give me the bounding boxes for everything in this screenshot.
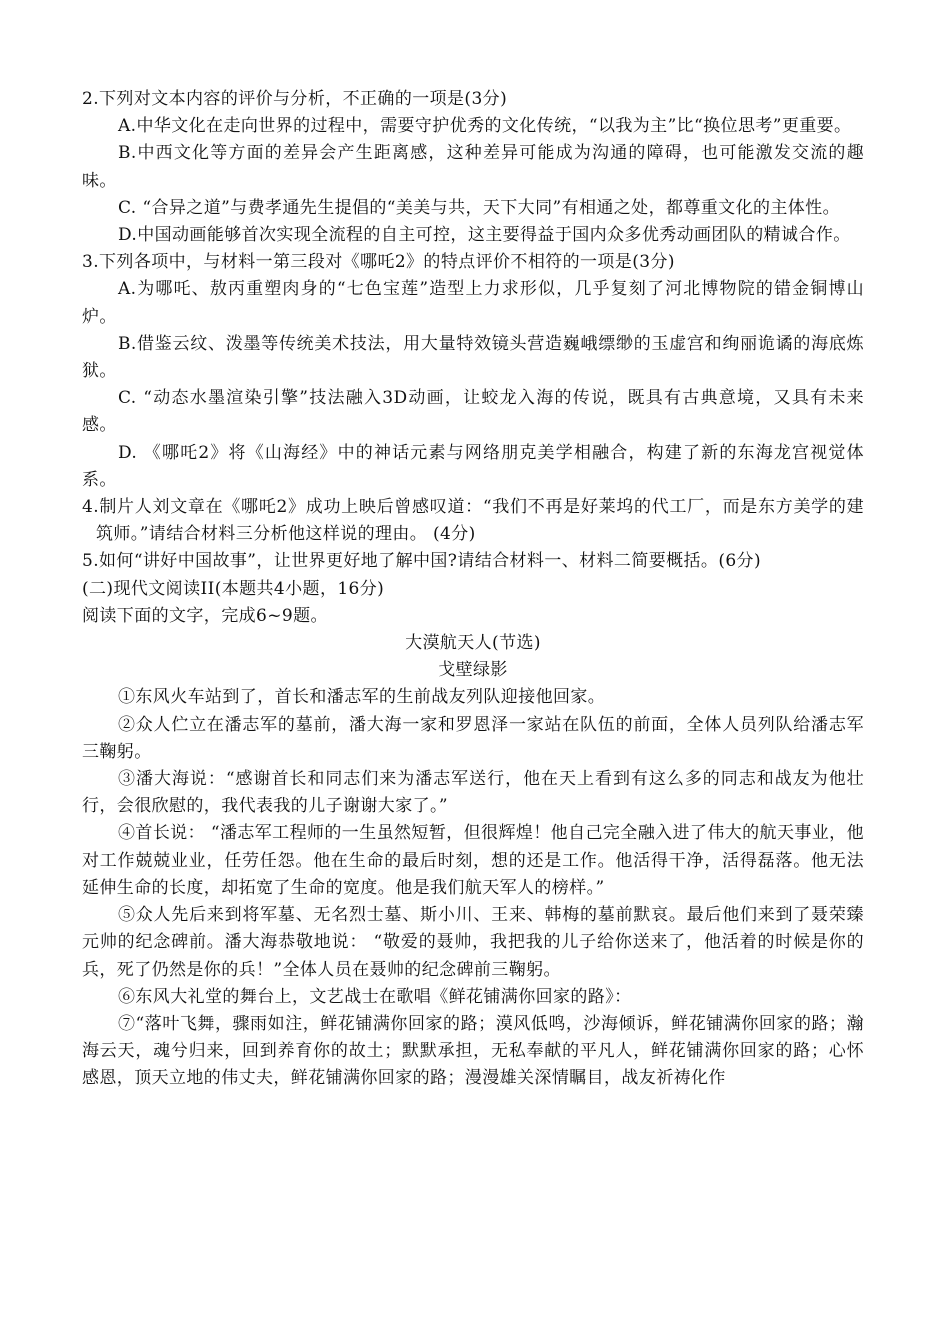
question-4: 4.制片人刘文章在《哪吒2》成功上映后曾感叹道：“我们不再是好莱坞的代工厂，而是东方美学的建筑师。”请结合材料三分析他这样说的理由。 (4分) [82, 497, 864, 545]
question-2-option-c: C. “合异之道”与费孝通先生提倡的“美美与共，天下大同”有相通之处，都尊重文化的主体性。 [118, 197, 840, 218]
question-3-option-a: A.为哪吒、敖丙重塑肉身的“七色宝莲”造型上力求形似，几乎复刻了河北博物院的错金铜博山炉。 [82, 279, 864, 327]
article-title: 大漠航天人(节选) [405, 633, 541, 654]
question-2-option-b: B.中西文化等方面的差异会产生距离感，这种差异可能成为沟通的障碍，也可能激发交流的趣味。 [82, 143, 864, 191]
article-paragraph-1: ①东风火车站到了，首长和潘志军的生前战友列队迎接他回家。 [118, 687, 606, 708]
article-author: 戈壁绿影 [438, 660, 508, 681]
question-2-option-a: A.中华文化在走向世界的过程中，需要守护优秀的文化传统，“以我为主”比“换位思考”更重要。 [118, 116, 852, 137]
article-paragraph-4: ④首长说： “潘志军工程师的一生虽然短暂，但很辉煌！他自己完全融入进了伟大的航天事业，他对工作兢兢业业，任劳任怨。他在生命的最后时刻，想的还是工作。他活得干净，活得磊落。他无法延伸生命的长度，却拓宽了生命的宽度。他是我们航天军人的榜样。” [82, 823, 864, 898]
question-3-stem: 3.下列各项中，与材料一第三段对《哪吒2》的特点评价不相符的一项是(3分) [82, 252, 675, 273]
question-3-option-b: B.借鉴云纹、泼墨等传统美术技法，用大量特效镜头营造巍峨缥缈的玉虚宫和绚丽诡谲的海底炼狱。 [82, 333, 864, 382]
section-heading: (二)现代文阅读II(本题共4小题，16分) [82, 578, 385, 599]
question-2-option-d: D.中国动画能够首次实现全流程的自主可控，这主要得益于国内众多优秀动画团队的精诚合作。 [118, 225, 851, 246]
article-paragraph-6: ⑥东风大礼堂的舞台上，文艺战士在歌唱《鲜花铺满你回家的路》： [118, 986, 632, 1007]
question-2-stem: 2.下列对文本内容的评价与分析，不正确的一项是(3分) [82, 89, 508, 109]
article-paragraph-7: ⑦“落叶飞舞，骤雨如注，鲜花铺满你回家的路；漠风低鸣，沙海倾诉，鲜花铺满你回家的路；瀚海云天，魂兮归来，回到养育你的故土；默默承担，无私奉献的平凡人，鲜花铺满你回家的路；心怀感恩，顶天立地的伟丈夫，鲜花铺满你回家的路；漫漫雄关深情瞩目，战友祈祷化作 [82, 1013, 864, 1089]
article-paragraph-5: ⑤众人先后来到将军墓、无名烈士墓、斯小川、王来、韩梅的墓前默哀。最后他们来到了聂荣臻元帅的纪念碑前。潘大海恭敬地说： “敬爱的聂帅，我把我的儿子给你送来了，他活着的时候是你的兵，死了仍然是你的兵！”全体人员在聂帅的纪念碑前三鞠躬。 [82, 905, 864, 980]
article-paragraph-3: ③潘大海说：“感谢首长和同志们来为潘志军送行，他在天上看到有这么多的同志和战友为他壮行，会很欣慰的，我代表我的儿子谢谢大家了。” [82, 769, 864, 817]
document-page [82, 86, 864, 1093]
question-5: 5.如何“讲好中国故事”，让世界更好地了解中国?请结合材料一、材料二简要概括。(6分) [82, 551, 761, 572]
article-paragraph-2: ②众人伫立在潘志军的墓前，潘大海一家和罗恩泽一家站在队伍的前面，全体人员列队给潘志军三鞠躬。 [82, 714, 864, 762]
reading-instruction: 阅读下面的文字，完成6~9题。 [82, 605, 328, 626]
question-3-option-d: D. 《哪吒2》将《山海经》中的神话元素与网络朋克美学相融合，构建了新的东海龙宫视觉体系。 [82, 442, 864, 490]
question-3-option-c: C. “动态水墨渲染引擎”技法融入3D动画，让蛟龙入海的传说，既具有古典意境，又具有未来感。 [82, 388, 864, 436]
